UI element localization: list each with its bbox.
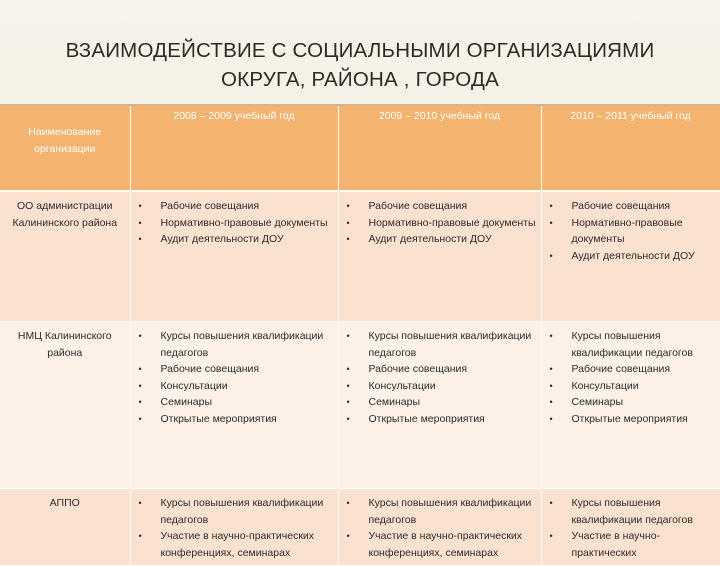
list-item: • Курсы повышения квалификации педагогов (343, 328, 537, 361)
list-item: • Консультации (343, 378, 537, 395)
activities-cell (130, 489, 338, 566)
activities-cell (541, 191, 720, 322)
header-organization: Наименование организации (0, 106, 130, 191)
list-item: • Рабочие совещания (546, 198, 716, 215)
org-name-cell: АППО (0, 489, 130, 566)
list-item: • Участие в научно-практических (546, 528, 716, 561)
activities-cell (541, 322, 720, 489)
list-item: • Курсы повышения квалификации педагогов (135, 495, 334, 528)
slide-title-line-2: ОКРУГА, РАЙОНА , ГОРОДА (221, 68, 499, 91)
activity-list (135, 198, 334, 248)
interaction-table (0, 106, 720, 566)
activities-cell (130, 322, 338, 489)
list-item: • Нормативно-правовые документы (546, 215, 716, 248)
list-item: • Рабочие совещания (135, 361, 334, 378)
org-name-cell: ОО администрации Калининского района (0, 191, 130, 322)
table-row (0, 322, 720, 489)
list-item: • Рабочие совещания (135, 198, 334, 215)
activity-list (135, 495, 334, 561)
table-row (0, 191, 720, 322)
list-item: • Курсы повышения квалификации педагогов (546, 328, 716, 361)
list-item: • Курсы повышения квалификации педагогов (135, 328, 334, 361)
list-item: • Консультации (546, 378, 716, 395)
activities-cell (541, 489, 720, 566)
activity-list (135, 328, 334, 427)
activities-cell (338, 191, 541, 322)
table-header-row (0, 106, 720, 191)
list-item: • Нормативно-правовые документы (135, 215, 334, 232)
list-item: • Консультации (135, 378, 334, 395)
header-year-2008-2009: 2008 – 2009 учебный год (130, 106, 338, 191)
list-item: • Рабочие совещания (343, 198, 537, 215)
list-item: • Курсы повышения квалификации педагогов (343, 495, 537, 528)
activities-cell (338, 322, 541, 489)
activity-list (546, 495, 716, 561)
activity-list (546, 328, 716, 427)
list-item: • Открытые мероприятия (135, 411, 334, 428)
org-name-cell: НМЦ Калининского района (0, 322, 130, 489)
table-row (0, 489, 720, 566)
list-item: • Аудит деятельности ДОУ (343, 231, 537, 248)
header-year-2010-2011: 2010 – 2011 учебный год (541, 106, 720, 191)
activities-cell (130, 191, 338, 322)
activities-cell (338, 489, 541, 566)
list-item: • Семинары (135, 394, 334, 411)
activity-list (343, 198, 537, 248)
list-item: • Рабочие совещания (343, 361, 537, 378)
list-item: • Участие в научно-практических конференциях, семинарах (343, 528, 537, 561)
activity-list (343, 328, 537, 427)
slide-title-line-1: ВЗАИМОДЕЙСТВИЕ С СОЦИАЛЬНЫМИ ОРГАНИЗАЦИЯМИ (65, 39, 655, 62)
list-item: • Аудит деятельности ДОУ (546, 248, 716, 265)
activity-list (546, 198, 716, 264)
list-item: • Нормативно-правовые документы (343, 215, 537, 232)
slide-title (40, 36, 680, 94)
list-item: • Открытые мероприятия (343, 411, 537, 428)
list-item: • Участие в научно-практических конференциях, семинарах (135, 528, 334, 561)
list-item: • Аудит деятельности ДОУ (135, 231, 334, 248)
list-item: • Рабочие совещания (546, 361, 716, 378)
list-item: • Семинары (343, 394, 537, 411)
list-item: • Курсы повышения квалификации педагогов (546, 495, 716, 528)
list-item: • Семинары (546, 394, 716, 411)
activity-list (343, 495, 537, 561)
header-year-2009-2010: 2009 – 2010 учебный год (338, 106, 541, 191)
list-item: • Открытые мероприятия (546, 411, 716, 428)
